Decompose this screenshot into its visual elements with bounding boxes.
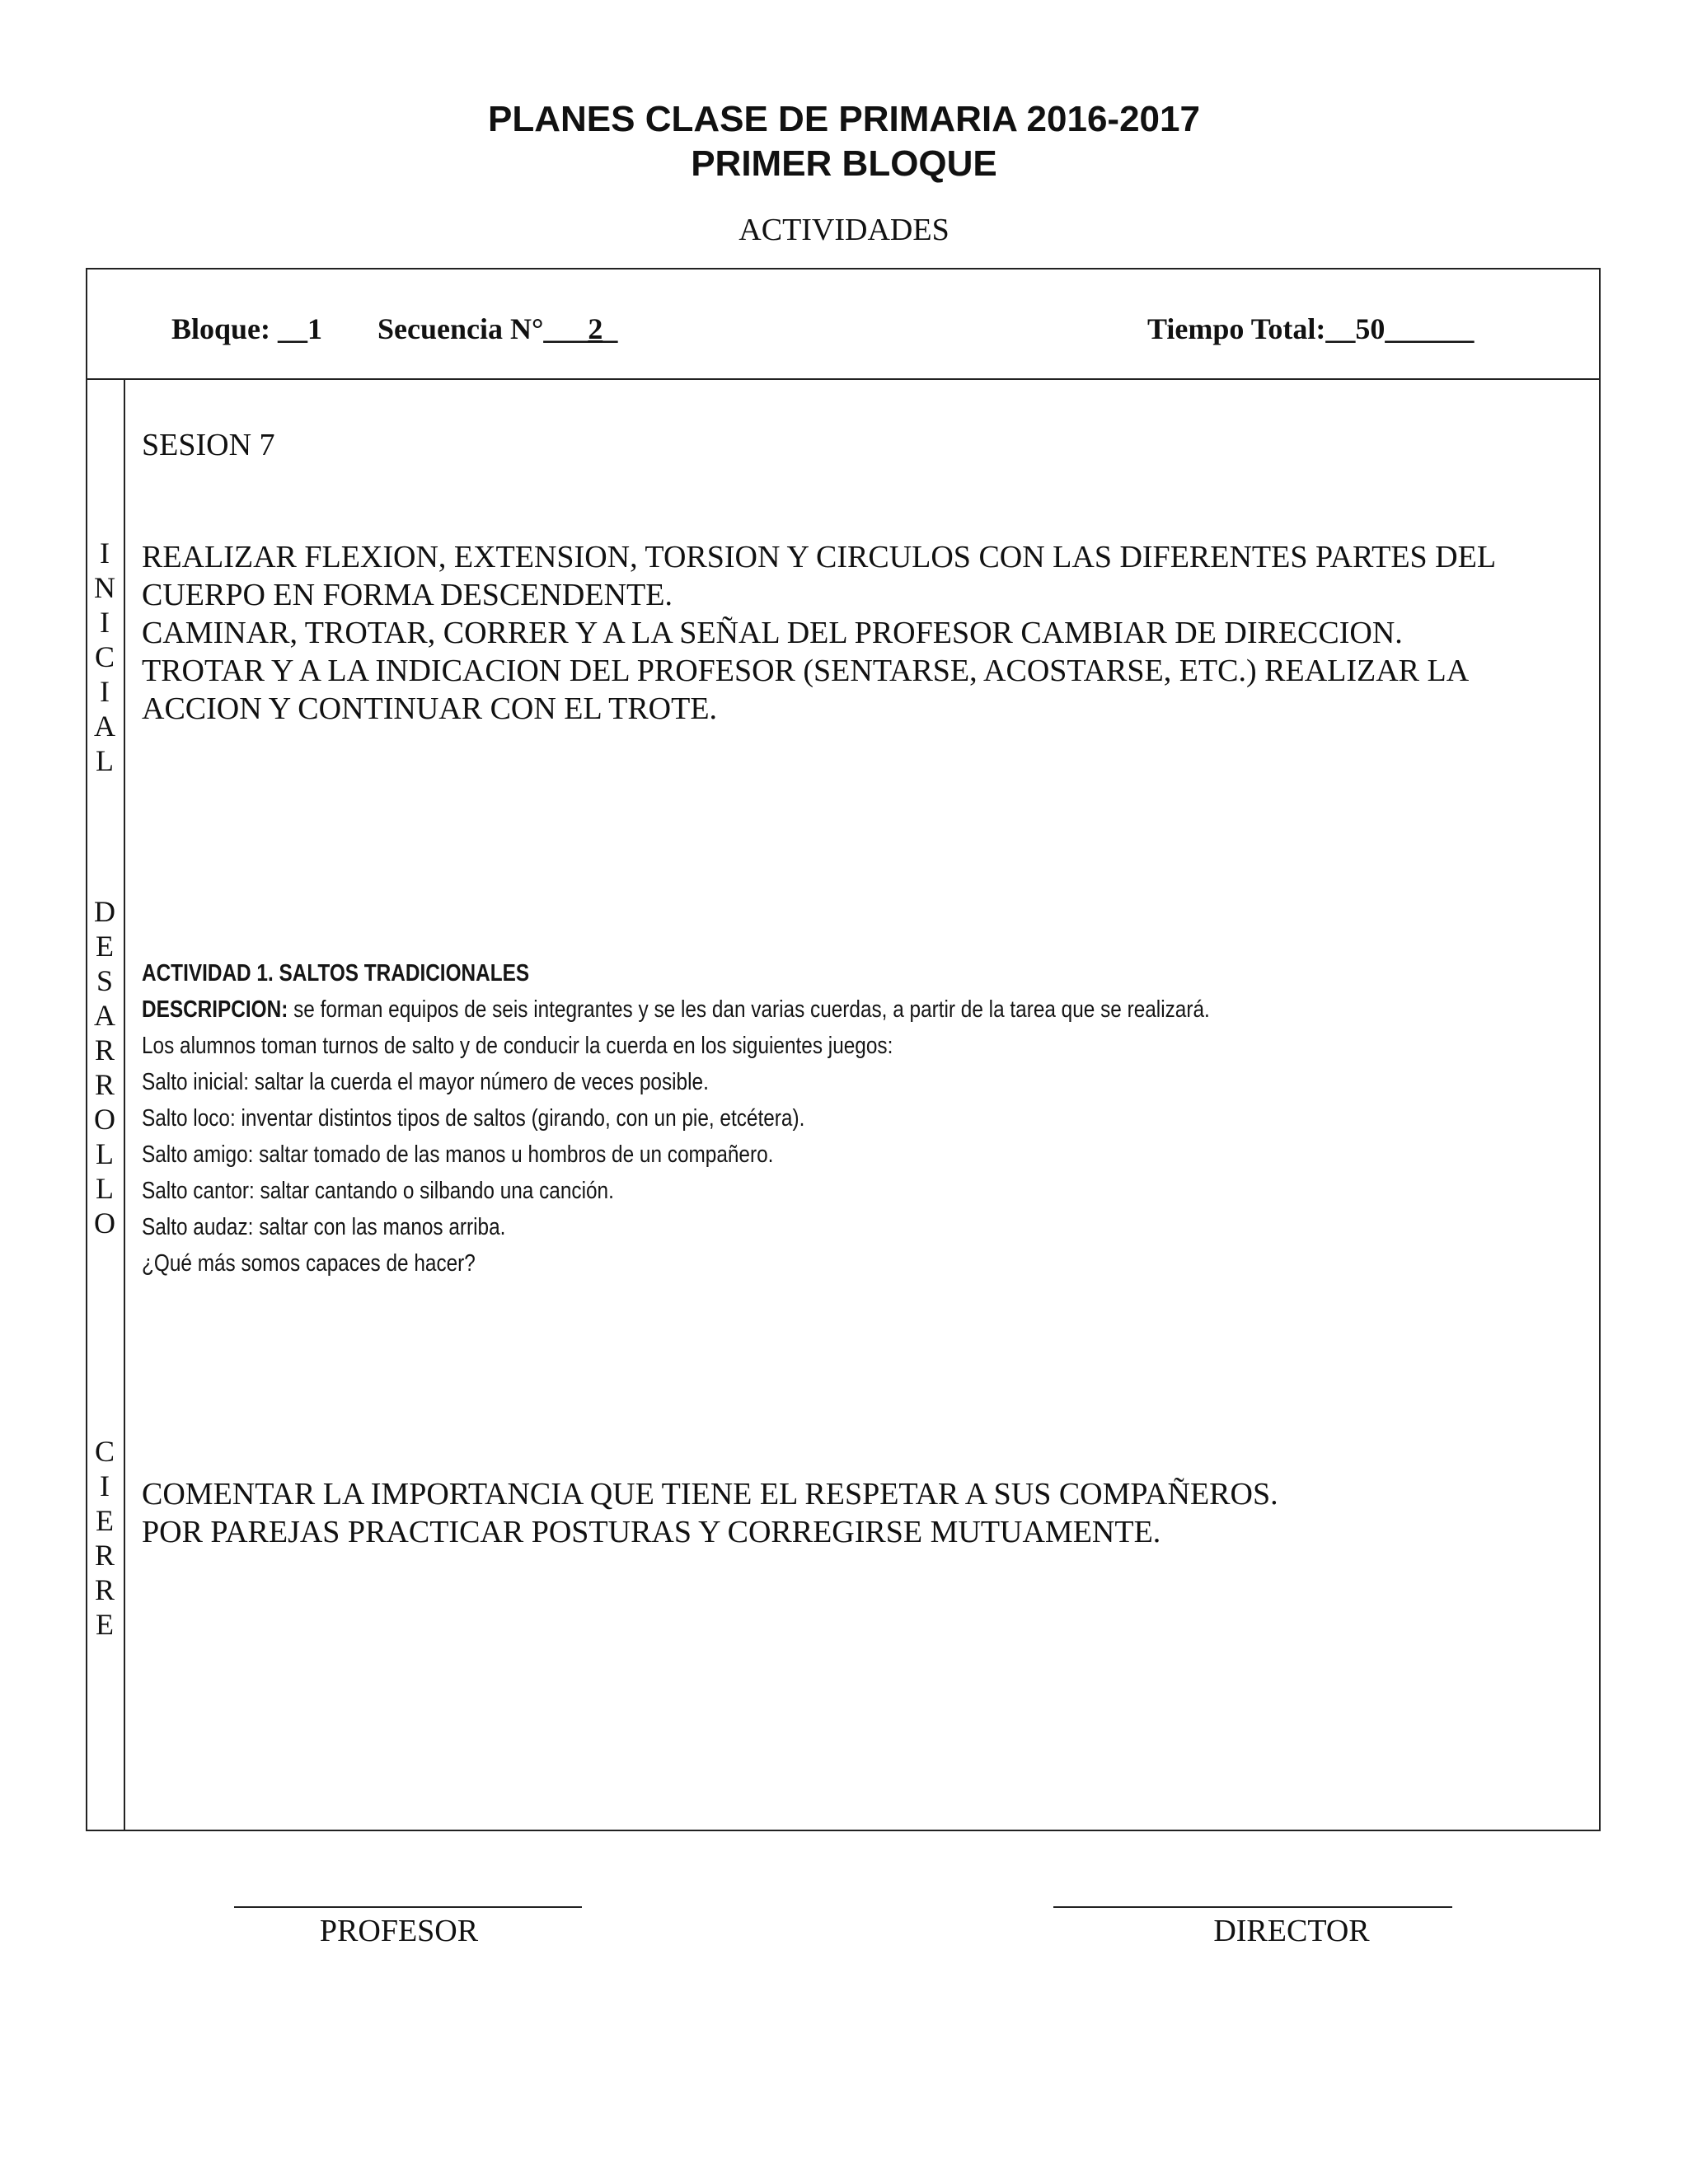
label-letter: C [94,640,115,673]
label-letter: C [94,1435,115,1468]
label-letter: L [96,1137,114,1170]
text-line: CAMINAR, TROTAR, CORRER Y A LA SEÑAL DEL PROFESOR CAMBIAR DE DIRECCION. [142,616,1403,650]
text-line: Salto amigo: saltar tomado de las manos u hombros de un compañero. [142,1141,774,1168]
label-letter: R [94,1033,115,1066]
label-letter: I [100,606,110,639]
column-divider [124,380,125,1830]
label-letter: N [94,571,115,604]
text-line: ACCION Y CONTINUAR CON EL TROTE. [142,691,718,726]
text-line: Salto audaz: saltar con las manos arriba. [142,1214,506,1240]
profesor-label: PROFESOR [319,1914,479,1948]
label-letter: R [94,1068,115,1101]
vertical-label-desarrollo [86,894,124,1240]
text-line: COMENTAR LA IMPORTANCIA QUE TIENE EL RESPETAR A SUS COMPAÑEROS. [142,1477,1278,1511]
cierre-activities [142,1475,1278,1551]
label-letter: L [96,1172,114,1205]
label-letter: I [100,675,110,708]
director-label: DIRECTOR [1213,1914,1370,1948]
session-number: SESION 7 [142,428,275,462]
label-letter: R [94,1573,115,1606]
label-letter: O [94,1103,115,1136]
label-letter: A [94,999,115,1032]
label-letter: L [96,744,114,777]
inicial-activities [142,538,1496,728]
secuencia-field [377,311,617,347]
activity-description [142,991,1210,1028]
text-line: Salto loco: inventar distintos tipos de saltos (girando, con un pie, etcétera). [142,1105,805,1132]
tiempo-label: Tiempo Total:__ [1147,312,1356,345]
label-letter: E [96,1504,114,1537]
bloque-field [171,311,322,347]
tiempo-value: 50 [1355,312,1386,345]
text-line: CUERPO EN FORMA DESCENDENTE. [142,578,673,612]
text-line: Salto inicial: saltar la cuerda el mayor número de veces posible. [142,1069,709,1095]
text-line: POR PAREJAS PRACTICAR POSTURAS Y CORREGIRSE MUTUAMENTE. [142,1515,1161,1549]
activity-title: ACTIVIDAD 1. SALTOS TRADICIONALES [142,960,530,987]
info-header-box [86,268,1601,380]
director-signature-line [1053,1906,1452,1908]
label-letter: E [96,930,114,963]
secuencia-suffix: _ [603,312,618,345]
vertical-label-cierre [86,1434,124,1642]
description-text: se forman equipos de seis integrantes y se les dan varias cuerdas, a partir de la tarea que se realizará. [288,996,1210,1023]
description-label: DESCRIPCION: [142,996,288,1023]
text-line: Salto cantor: saltar cantando o silbando una canción. [142,1178,614,1204]
label-letter: R [94,1539,115,1572]
label-letter: I [100,1469,110,1502]
text-line: Los alumnos toman turnos de salto y de conducir la cuerda en los siguientes juegos: [142,1033,893,1059]
label-letter: O [94,1207,115,1240]
label-letter: A [94,710,115,743]
bloque-label: Bloque: __ [171,312,308,345]
secuencia-label: Secuencia N°___ [377,312,588,345]
tiempo-suffix: ______ [1385,312,1475,345]
desarrollo-activities [142,919,1210,1318]
document-title: PLANES CLASE DE PRIMARIA 2016-2017 [488,99,1200,139]
text-line: ¿Qué más somos capaces de hacer? [142,1250,476,1277]
label-letter: I [100,537,110,569]
label-letter: S [96,964,114,997]
text-line: REALIZAR FLEXION, EXTENSION, TORSION Y CIRCULOS CON LAS DIFERENTES PARTES DEL [142,540,1497,574]
label-letter: E [96,1608,114,1641]
text-line: TROTAR Y A LA INDICACION DEL PROFESOR (SENTARSE, ACOSTARSE, ETC.) REALIZAR LA [142,654,1470,688]
secuencia-value: 2 [588,312,603,345]
vertical-label-inicial [86,536,124,778]
document-subtitle-bloque: PRIMER BLOQUE [691,143,997,184]
section-heading-actividades: ACTIVIDADES [738,213,950,247]
profesor-signature-line [234,1906,582,1908]
label-letter: D [94,895,115,928]
tiempo-total-field [1147,311,1474,347]
bloque-value: 1 [307,312,323,345]
